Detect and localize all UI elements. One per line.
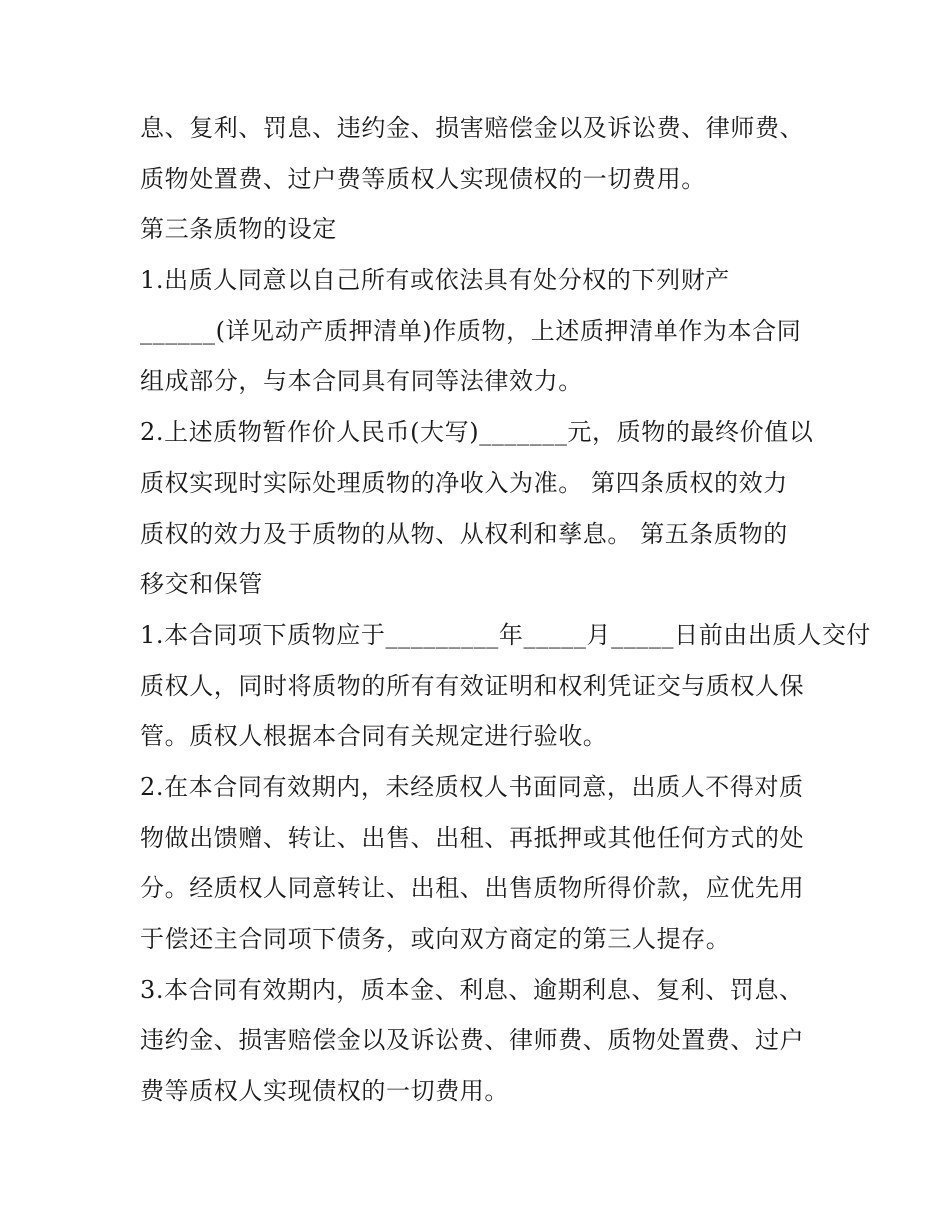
text-line: 分。经质权人同意转让、出租、出售质物所得价款，应优先用 — [140, 874, 805, 903]
text-line: 1.出质人同意以自己所有或依法具有处分权的下列财产 — [140, 266, 730, 295]
text-line: 息、复利、罚息、违约金、损害赔偿金以及诉讼费、律师费、 — [140, 114, 805, 142]
text-line: 移交和保管 — [140, 570, 263, 599]
text-line: 2.上述质物暂作价人民币(大写)_______元，质物的最终价值以 — [140, 418, 814, 447]
text-line: 质权人，同时将质物的所有有效证明和权利凭证交与质权人保 — [140, 671, 805, 700]
text-line: 管。质权人根据本合同有关规定进行验收。 — [140, 722, 608, 751]
text-line: 违约金、损害赔偿金以及诉讼费、律师费、质物处置费、过户 — [140, 1026, 805, 1055]
text-line: ______(详见动产质押清单)作质物，上述质押清单作为本合同 — [140, 316, 802, 345]
text-line: 于偿还主合同项下债务，或向双方商定的第三人提存。 — [140, 925, 731, 953]
text-line: 质权的效力及于质物的从物、从权利和孳息。 第五条质物的 — [140, 519, 788, 548]
text-line: 组成部分，与本合同具有同等法律效力。 — [140, 367, 583, 396]
text-line: 1.本合同项下质物应于_________年_____月_____日前由出质人交付 — [140, 620, 871, 649]
document-body — [140, 103, 871, 1117]
text-line: 质物处置费、过户费等质权人实现债权的一切费用。 — [140, 164, 706, 193]
text-line: 物做出馈赠、转让、出售、出租、再抵押或其他任何方式的处 — [140, 823, 805, 852]
text-line: 费等质权人实现债权的一切费用。 — [140, 1077, 509, 1106]
text-line: 质权实现时实际处理质物的净收入为准。 第四条质权的效力 — [140, 468, 788, 497]
text-line: 3.本合同有效期内，质本金、利息、逾期利息、复利、罚息、 — [140, 975, 804, 1004]
section-heading: 第三条质物的设定 — [140, 215, 337, 244]
text-line: 2.在本合同有效期内，未经质权人书面同意，出质人不得对质 — [140, 772, 804, 801]
